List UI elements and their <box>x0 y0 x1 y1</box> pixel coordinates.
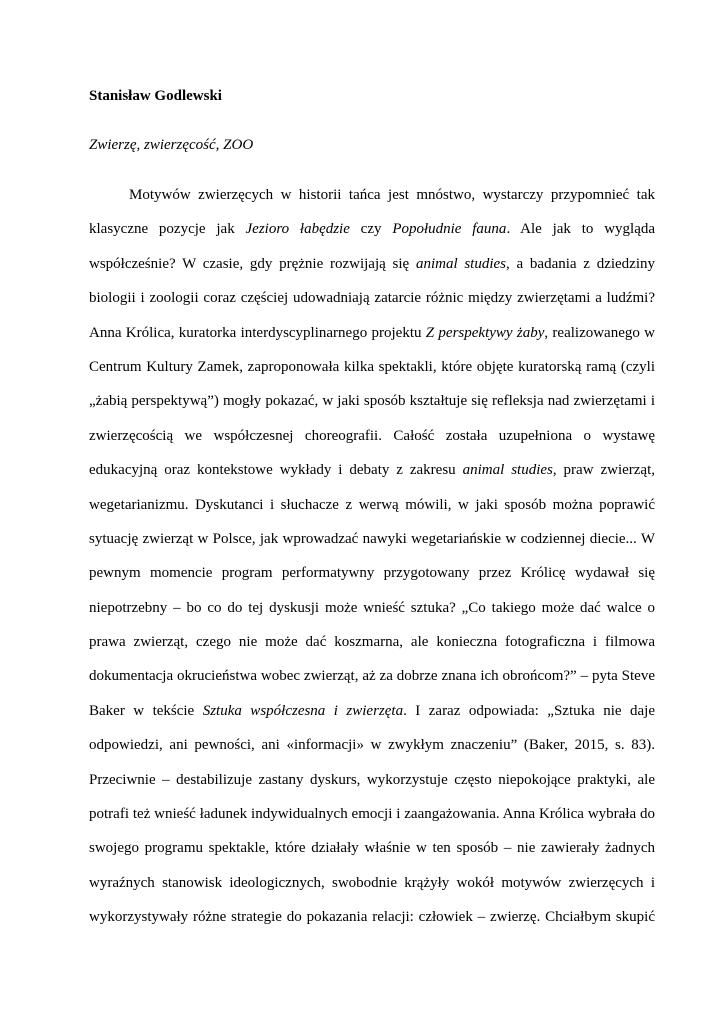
text-line <box>89 184 655 218</box>
text-run: dokumentacja okrucieństwa wobec zwierząt, aż za dobrze znana ich obrońcom?” – pyta Steve <box>89 668 655 685</box>
text-run: biologii i zoologii coraz częściej udowadniają zatarcie różnic między zwierzętami a ludźmi? <box>89 290 655 307</box>
text-run: klasyczne pozycje jak <box>89 221 246 238</box>
article-title: Zwierzę, zwierzęcość, ZOO <box>89 137 254 153</box>
text-run: Anna Królica, kuratorka interdyscyplinarnego projektu <box>89 324 426 341</box>
text-run: Przeciwnie – destabilizuje zastany dyskurs, wykorzystuje często niepokojące praktyki, ale <box>89 771 655 788</box>
text-line <box>89 700 655 734</box>
text-run: edukacyjną oraz kontekstowe wykłady i debaty z zakresu <box>89 462 463 479</box>
text-run: . Ale jak to wygląda <box>506 221 656 238</box>
text-run: Centrum Kultury Zamek, zaproponowała kilka spektakli, które objęte kuratorską ramą (czyli <box>89 358 655 375</box>
text-run: wykorzystywały różne strategie do pokazania relacji: człowiek – zwierzę. Chciałbym skupić <box>89 909 655 926</box>
text-line <box>89 425 655 459</box>
author-name: Stanisław Godlewski <box>89 88 222 104</box>
text-run: niepotrzebny – bo co do tej dyskusji może wnieść sztuka? „Co takiego może dać walce o <box>89 599 655 616</box>
text-line <box>89 803 655 837</box>
text-run: , realizowanego w <box>544 324 655 341</box>
text-line <box>89 356 655 390</box>
text-line <box>89 494 655 528</box>
text-run: swojego programu spektakle, które działały właśnie w ten sposób – nie zawierały żadnych <box>89 840 655 857</box>
text-line <box>89 218 655 252</box>
text-line <box>89 459 655 493</box>
text-line <box>89 322 655 356</box>
text-line <box>89 253 655 287</box>
text-run: prawa zwierząt, czego nie może dać koszmarna, ale konieczna fotograficzna i filmowa <box>89 634 655 651</box>
text-line <box>89 769 655 803</box>
text-line <box>89 734 655 768</box>
body-paragraph <box>89 184 655 941</box>
italic-text: animal studies <box>415 255 507 272</box>
italic-text: Popołudnie fauna <box>392 221 507 238</box>
text-run: Baker w tekście <box>89 702 203 719</box>
text-run: współcześnie? W czasie, gdy prężnie rozwijają się <box>89 255 416 272</box>
text-run: . I zaraz odpowiada: „Sztuka nie daje <box>403 702 655 719</box>
text-line <box>89 597 655 631</box>
italic-text: Z perspektywy żaby <box>425 324 545 341</box>
text-line <box>89 390 655 424</box>
text-run: potrafi też wnieść ładunek indywidualnych emocji i zaangażowania. Anna Królica wybrała do <box>89 806 655 823</box>
text-run: Motywów zwierzęcych w historii tańca jest mnóstwo, wystarczy przypomnieć tak <box>129 187 655 203</box>
text-line <box>89 528 655 562</box>
text-run: „żabią perspektywą”) mogły pokazać, w jaki sposób kształtuje się refleksja nad zwierzętami i <box>89 393 655 410</box>
text-run: zwierzęcością we współczesnej choreografii. Całość została uzupełniona o wystawę <box>89 427 655 444</box>
text-run: wyraźnych stanowisk ideologicznych, swobodnie krążyły wokół motywów zwierzęcych i <box>89 874 655 891</box>
italic-text: animal studies <box>462 462 553 479</box>
italic-text: Jezioro łabędzie <box>245 221 350 238</box>
text-run: czy <box>349 221 393 238</box>
text-line <box>89 631 655 665</box>
text-line <box>89 837 655 871</box>
text-line <box>89 665 655 699</box>
text-run: wegetarianizmu. Dyskutanci i słuchacze z werwą mówili, w jaki sposób można poprawić <box>89 496 655 513</box>
text-line <box>89 562 655 596</box>
text-line <box>89 906 655 940</box>
text-run: sytuację zwierząt w Polsce, jak wprowadzać nawyki wegetariańskie w codziennej diecie... W <box>89 530 655 547</box>
text-run: pewnym momencie program performatywny przygotowany przez Królicę wydawał się <box>89 565 655 582</box>
italic-text: Sztuka współczesna i zwierzęta <box>202 702 404 719</box>
text-run: odpowiedzi, ani pewności, ani «informacji» w zwykłym znaczeniu” (Baker, 2015, s. 83). <box>89 737 655 754</box>
text-line <box>89 872 655 906</box>
text-run: , a badania z dziedziny <box>506 255 655 272</box>
text-line <box>89 287 655 321</box>
text-run: , praw zwierząt, <box>552 462 656 479</box>
